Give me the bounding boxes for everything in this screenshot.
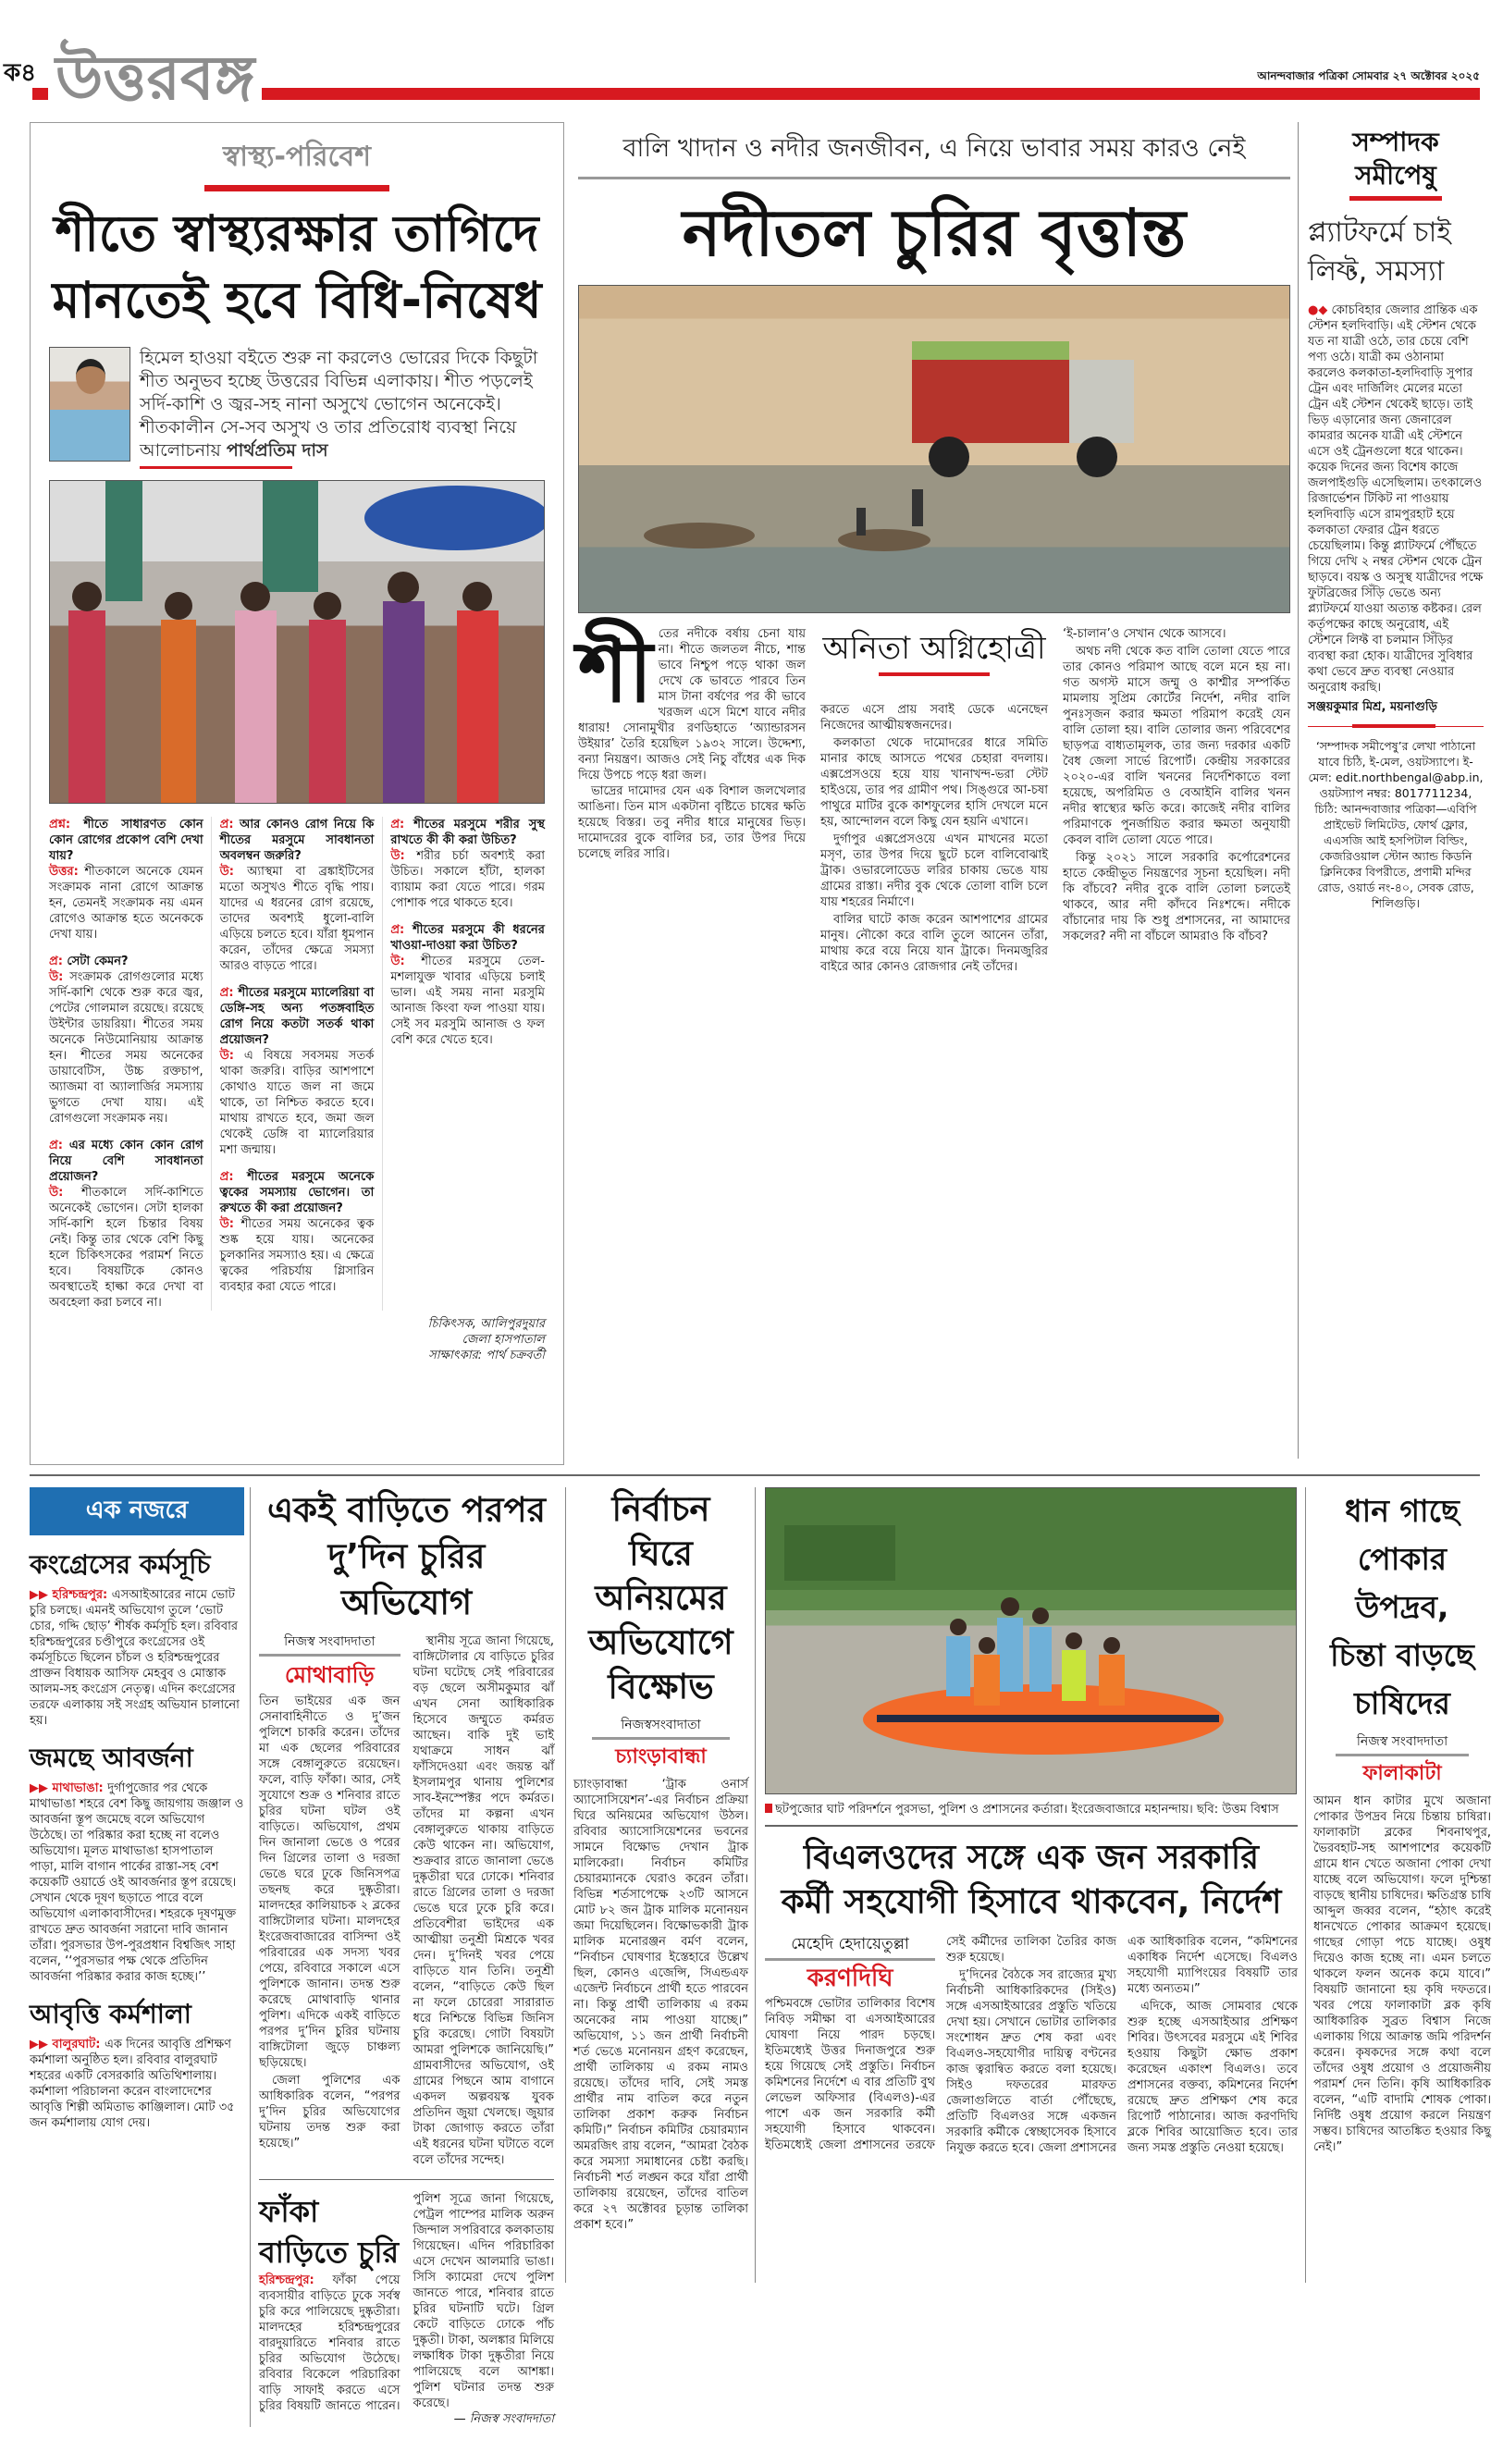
answer: [390, 848, 545, 911]
glance-headline: জমছে আবর্জনা: [30, 1743, 193, 1773]
dateline-place: মাথাভাঙা:: [52, 1781, 108, 1795]
article-body: [259, 1633, 554, 2168]
question: [49, 817, 203, 864]
dateline-place: ফালাকাটা: [1362, 1762, 1442, 1785]
headline-line: মানতেই হবে বিধি-নিষেধ: [52, 271, 542, 329]
election-story: [565, 1487, 755, 2283]
credit-line: — নিজস্ব সংবাদদাতা: [453, 2412, 554, 2426]
letter-body: [1308, 302, 1484, 696]
question-text: শীতে সাধারণত কোন কোন রোগের প্রকোপ বেশি দেখা যায়?: [49, 818, 203, 863]
sand-mining-photo: [578, 285, 1290, 613]
paragraph: পশ্চিমবঙ্গে ভোটার তালিকার বিশেষ নিবিড় সমীক্ষা বা এসআইআরের ঘোষণা নিয়ে পারদ চড়ছে। ইতিমধ্যেই উত্তর দিনাজপুরে শুরু হয়ে গিয়েছে সেই প্রস্তুতি। নির্বাচন কমিশনের নির্দেশে এ বার প্রতিটি বুথ লেভেল অফিসার (বিএলও)-এর পাশে এক জন সরকারি কর্মী সহযোগী হিসাবে থাকবেন। ইতিমধ্যেই জেলা প্রশাসনের তরফে সেই কর্মীদের তালিকা তৈরির কাজ শুরু হয়েছে।: [765, 1935, 1116, 2152]
credits: [49, 1316, 545, 1363]
answer-label: উ:: [49, 1186, 64, 1200]
headline-line: চাষিদের: [1354, 1685, 1450, 1721]
headline: ফাঁকা বাড়িতে চুরি: [259, 2194, 400, 2270]
section-label-line: সমীপেষু: [1355, 160, 1436, 191]
photo-column: [755, 1487, 1305, 2283]
paragraph: করতে এসে প্রায় সবাই ডেকে এনেছেন নিজেদের আত্মীয়স্বজনদের।: [820, 703, 1048, 733]
headline-line: চিন্তা বাড়ছে: [1330, 1637, 1474, 1673]
intro-block: [49, 347, 545, 469]
qa-item: [49, 1138, 203, 1311]
glance-headline: আবৃত্তি কর্মশালা: [30, 1999, 191, 2029]
question: [220, 1169, 375, 1216]
reporter: নিজস্ব সংবাদদাতা: [1336, 1733, 1469, 1756]
kicker: বালি খাদান ও নদীর জনজীবন, এ নিয়ে ভাবার সময় কারও নেই: [578, 122, 1290, 179]
section-label: [1308, 126, 1484, 192]
bullet-icon: ▶▶: [30, 1781, 53, 1795]
answer: [390, 954, 545, 1048]
answer-label: উ:: [219, 865, 234, 879]
dateline-place: বালুরঘাট:: [52, 2038, 105, 2051]
theft-column: [250, 1487, 560, 2427]
answer-text: শীতকালে অনেকে যেমন সংক্রামক নানা রোগে আক্রান্ত হন, তেমনই সংক্রামক নয় এমন রোগেও আক্রান্ত হতে অনেককে দেখা যায়।: [49, 865, 203, 942]
blo-story: [765, 1836, 1298, 2156]
paragraph: ‘ই-চালান’ও সেখান থেকে আসবে।: [1063, 627, 1226, 641]
column: [1063, 626, 1290, 977]
answer: [220, 1216, 375, 1295]
paragraph: তিন ভাইয়ের এক জন সেনাবাহিনীতে ও দু’জন পুলিশে চাকরি করেন। তাঁদের মা এক ছেলের পরিবারের সঙ্গে বেঙ্গালুরুতে রয়েছেন। ফলে, বাড়ি ফাঁকা। আর, সেই সুযোগে শুক্র ও শনিবার রাতে চুরির ঘটনা ঘটল ওই বাড়িতে। অভিযোগ, প্রথম দিন জানালা ভেঙে ও পরের দিন গ্রিলের তালা ও দরজা ভেঙে ঘরে ঢুকে জিনিসপত্র তছনছ করে দুষ্কৃতীরা। মালদহের কালিয়াচক ২ ব্লকের বাঙ্গিটোলার ঘটনা। মালদহের ইংরেজবাজারের বাসিন্দা ওই পরিবারের এক সদস্য খবর পেয়ে, রবিবারে সকালে এসে পুলিশকে জানান। তদন্ত শুরু করেছে মোথাবাড়ি থানার পুলিশ। এদিকে একই বাড়িতে পরপর দু’দিন চুরির ঘটনায় বাঙ্গিটোলা জুড়ে চাঞ্চল্য ছড়িয়েছে।: [259, 1694, 400, 2070]
qa-item: [220, 817, 375, 974]
intro-text: [140, 347, 545, 462]
story-rule: [765, 1825, 1298, 1827]
intro-underline: [140, 466, 292, 469]
question-label: প্র:: [49, 1139, 63, 1152]
author-underline: [879, 672, 990, 676]
paragraph: কলকাতা থেকে দামোদরের ধারে সমিতি মানার কাছে আসতে পথের চেহারা বদলায়। এক্সপ্রেসওয়ে হয়ে যায় খানাখন্দ-ভরা স্টেট হাইওয়ে, তার পর গ্রামীণ পথ। সিঙ্গুরে আ-চষা পাথুরে মাটির বুকে কাশফুলের হাসি দেখলে মনে হয়, আন্দোলন বলে কিছু যেন হয়নি এখানে।: [820, 736, 1048, 829]
qa-item: [49, 954, 203, 1127]
answer: [49, 864, 203, 942]
paragraph: দুর্গাপুর এক্সপ্রেসওয়ে এখন মাখনের মতো মসৃণ, তার উপর দিয়ে ছুটে চলে বালিবোঝাই ট্রাক। ওভারলোডেড লরির চাকায় ভেঙে যায় গ্রামের রাস্তা। নদীর বুক থেকে তোলা বালি চলে যায় শহরের নির্মাণে।: [820, 832, 1048, 909]
answer-label: উ:: [219, 1049, 234, 1063]
question-text: শীতের মরসুমে শরীর সুস্থ রাখতে কী কী করা উচিত?: [390, 818, 545, 847]
glance-headline: কংগ্রেসের কর্মসূচি: [30, 1549, 211, 1580]
fold-rule: [30, 1474, 1480, 1476]
answer: [220, 864, 375, 974]
glance-title: এক নজরে: [30, 1487, 244, 1535]
question: [49, 954, 203, 969]
election-text: [573, 1777, 748, 2233]
masthead: [0, 0, 1503, 122]
credit-line: জেলা হাসপাতাল: [462, 1333, 545, 1347]
credit-line: চিকিৎসক, আলিপুরদুয়ার: [427, 1317, 545, 1331]
chhath-ghat-photo: [765, 1487, 1297, 1794]
qa-item: [49, 817, 203, 942]
story-text: আমন ধান কাটার মুখে অজানা পোকার উপদ্রব নিয়ে চিন্তায় চাষিরা। ফালাকাটা ব্লকের শিবনাথপুর, ভৈরবহাট-সহ আশপাশের কয়েকটি গ্রামে ধান খেতে অজানা পোকা দেখা যাচ্ছে বলে অভিযোগ। ফলে দুশ্চিন্তা বাড়ছে স্থানীয় চাষিদের। ক্ষতিগ্রস্ত চাষি আব্দুল জব্বর বলেন, “হঠাৎ করেই ধানখেতে পোকার আক্রমণ হয়েছে। গাছের গোড়া পচে যাচ্ছে। ওষুধ দিয়েও কাজ হচ্ছে না। এমন চলতে থাকলে ফলন অনেক কমে যাবে।” বিষয়টি জানানো হয় কৃষি দফতরে। খবর পেয়ে ফালাকাটা ব্লক কৃষি আধিকারিক সুব্রত বিশ্বাস নিজে এলাকায় গিয়ে আক্রান্ত জমি পরিদর্শন করেন। কৃষকদের সঙ্গে কথা বলে তাঁদের ওষুধ প্রয়োগ ও প্রয়োজনীয় পরামর্শ দেন তিনি। কৃষি আধিকারিক বলেন, “এটি বাদামি শোষক পোকা। নির্দিষ্ট ওষুধ প্রয়োগ করলে নিয়ন্ত্রণ সম্ভব। চাষিদের আতঙ্কিত হওয়ার কিছু নেই।”: [1313, 1794, 1491, 2154]
headline-line: অভিযোগে: [588, 1622, 733, 1662]
author-name: অনিতা অগ্নিহোত্রী: [822, 630, 1046, 667]
answer-text: শীতকালে সর্দি-কাশিতে অনেকেই ভোগেন। সেটা হালকা সর্দি-কাশি হলে চিন্তার বিষয় নেই। কিন্তু তার থেকে বেশি কিছু হলে চিকিৎসকের পরামর্শ নিতে হবে। বিষয়টিকে কোনও অবস্থাতেই হাল্কা করে দেখা বা অবহেলা করা চলবে না।: [49, 1186, 203, 1310]
section-label-line: সম্পাদক: [1352, 127, 1439, 157]
headline-line: একই বাড়িতে পরপর: [267, 1490, 546, 1530]
question-label: প্রশ্ন:: [49, 818, 71, 832]
theft-story: [259, 1487, 554, 2168]
headline-line: কর্মী সহযোগী হিসাবে থাকবেন, নির্দেশ: [781, 1883, 1282, 1921]
story-text: ফাঁকা পেয়ে ব্যবসায়ীর বাড়িতে ঢুকে সর্বস্ব চুরি করে পালিয়েছে দুষ্কৃতীরা। মালদহের হরিশ্চন্দ্রপুরের বারদুয়ারিতে শনিবার রাতে চুরির অভিযোগ উঠেছে। রবিবার বিকেলে পরিচারিকা বাড়ি সাফাই করতে এসে চুরির বিষয়টি জানতে পারেন। পুলিশ সূত্রে জানা গিয়েছে, পেট্রল পাম্পের মালিক অরুন জিন্দাল সপরিবারে কলকাতায় গিয়েছেন। এদিন পরিচারিকা এসে দেখেন আলমারি ভাঙা। সিসি ক্যামেরা দেখে পুলিশ জানতে পারে, শনিবার রাতে চুরির ঘটনাটি ঘটে। গ্রিল কেটে বাড়িতে ঢোকে পাঁচ দুষ্কৃতী। টাকা, অলঙ্কার মিলিয়ে লক্ষাধিক টাকা দুষ্কৃতীরা নিয়ে পালিয়েছে বলে আশঙ্কা। পুলিশ ঘটনার তদন্ত শুরু করেছে।: [259, 2192, 554, 2413]
answer-text: শীতের মরসুমে তেল-মশলাযুক্ত খাবার এড়িয়ে চলাই ভাল। এই সময় নানা মরসুমি আনাজ কিংবা ফল পাওয়া যায়। সেই সব মরসুমি আনাজ ও ফল বেশি করে খেতে হবে।: [390, 955, 545, 1047]
answer-label: উত্তর:: [49, 865, 79, 879]
section-logo: উত্তরবঙ্গ: [48, 37, 262, 120]
answer: [220, 1048, 375, 1158]
question: [390, 817, 545, 848]
headline: [259, 1487, 554, 1626]
bullet-icon: ●◆: [1308, 303, 1328, 317]
credit-line: সাক্ষাৎকার: পার্থ চক্রবর্তী: [428, 1349, 545, 1362]
photo-caption: [765, 1802, 1298, 1817]
qa-body: [49, 817, 545, 1311]
question-text: শীতের মরসুমে কী ধরনের খাওয়া-দাওয়া করা উচিত?: [390, 923, 545, 953]
article-body: [578, 622, 1290, 977]
dropcap: শী: [578, 622, 653, 721]
paragraph: এদিকে, আজ সোমবার থেকে শুরু হচ্ছে এসআইআর প্রশিক্ষণ শিবির। উৎসবের মরসুমে এই শিবির হওয়ায় কিছুটা ক্ষোভ প্রকাশ করেছেন একাংশ বিএলও। তবে প্রশাসনের বক্তব্য, কমিশনের নির্দেশ রয়েছে দ্রুত প্রশিক্ষণ শেষ করে রিপোর্ট পাঠানোর। আজ করণদিঘি ব্লকে শিবির আয়োজিত হবে। তার জন্য সমস্ত প্রস্তুতি নেওয়া হয়েছে।: [1127, 2000, 1298, 2155]
answer-label: উ:: [390, 955, 405, 968]
question-label: প্র:: [390, 923, 405, 937]
answer-label: উ:: [219, 1217, 234, 1231]
headline-line: নির্বাচন: [611, 1489, 710, 1529]
dateline-place: করণদিঘি: [807, 1965, 893, 1992]
question: [220, 985, 375, 1048]
author-name: পার্থপ্রতিম দাস: [226, 440, 328, 461]
headline-line: শীতে স্বাস্থ্যরক্ষার তাগিদে: [55, 204, 539, 263]
submission-note: ‘সম্পাদক সমীপেষু’র লেখা পাঠানো যাবে চিঠি, ই-মেল, ওয়টস্যাপে। ই-মেল: edit.northbengal@abp.in, ওয়টস্যাপ নম্বর: 8017711234, চিঠি: আনন্দবাজার পত্রিকা—এবিপি প্রাইভেট লিমিটেড, ফোর্থ ফ্লোর, এএসজি আই হসপিটাল বিল্ডিং, কেজরিওয়াল স্টোন অ্যান্ড কিডনি ক্লিনিকের বিপরীতে, প্রণামী মন্দির রোড, ওয়ার্ড নং-৪০, সেবক রোড, শিলিগুড়ি।: [1308, 739, 1484, 910]
bottom-row: [0, 1487, 1503, 2427]
headline: নদীতল চুরির বৃত্তান্ত: [682, 195, 1187, 271]
paragraph: তের নদীকে বর্ষায় চেনা যায় না। শীতে জলতল নীচে, শান্ত ভাবে নিশ্চুপ পড়ে থাকা জল দেখে কে ভাবতে পারবে তিন মাস টানা বর্ষণের পর কী ভাবে খরজল এসে মিশে যাবে নদীর ধারায়! সোনামুখীর রণডিহাতে ‘অ্যান্ডারসন উইয়ার’ তৈরি হয়েছিল ১৯৩২ সালে। উদ্দেশ্য, বন্যা নিয়ন্ত্রণ। আজও সেই নিচু বাঁধের এক দিক দিয়ে উপচে পড়ে ধরা জল।: [578, 627, 806, 782]
letter-signature: সঞ্জয়কুমার মিশ্র, ময়নাগুড়ি: [1308, 700, 1437, 714]
question-label: প্র:: [219, 818, 234, 832]
column: [578, 622, 806, 977]
answer-text: এ বিষয়ে সবসময় সতর্ক থাকা জরুরি। বাড়ির আশপাশে কোথাও যাতে জল না জমে থাকে, তা নিশ্চিত করতে হবে। মাথায় রাখতে হবে, জমা জল থেকেই ডেঙ্গি বা ম্যালেরিয়ার মশা জন্মায়।: [219, 1049, 375, 1157]
glance-text: [30, 1780, 244, 1985]
headline-line: উপদ্রব,: [1355, 1589, 1449, 1625]
headline-line: ঘিরে: [629, 1534, 693, 1573]
reporter: নিজস্বসংবাদাতা: [592, 1717, 730, 1740]
answer-text: অ্যাস্থমা বা ব্রঙ্কাইটিসের মতো অসুখও শীতে বৃদ্ধি পায়। যাদের এ ধরনের রোগ রয়েছে, তাদের অবশ্যই ধুলো-বালি এড়িয়ে চলতে হবে। যাঁরা ধূমপান করেন, তাঁদের ক্ষেত্রে সমস্যা আরও বাড়তে পারে।: [219, 865, 375, 973]
paragraph: দু’দিনের বৈঠকে সব রাজ্যের মুখ্য নির্বাচনী আধিকারিকদের (সিইও) সঙ্গে এসআইআরের প্রস্তুতি খতিয়ে দেখা হয়। সেখানে ভোটার তালিকার সংশোধন দ্রুত শেষ করা এবং বিএলও-সহযোগীর দায়িত্ব বণ্টনের কাজ ত্বরান্বিত করতে বলা হয়েছে। সিইও দফতরের মারফত জেলাগুলিতে বার্তা পৌঁছেছে, প্রতিটি বিএলওর সঙ্গে একজন সরকারি কর্মীকে স্বেচ্ছাসেবক হিসাবে নিযুক্ত করতে হবে। জেলা প্রশাসনের এক আধিকারিক বলেন, “কমিশনের একাধিক নির্দেশ এসেছে। বিএলও সহযোগী ম্যাপিংয়ের বিষয়টি তার মধ্যে অন্যতম।”: [946, 1935, 1298, 2155]
question-text: শীতের মরসুমে অনেকে ত্বকের সমস্যায় ভোগেন। তা রুখতে কী করা প্রয়োজন?: [219, 1170, 375, 1215]
question-text: এর মধ্যে কোন কোন রোগ নিয়ে বেশি সাবধানতা প্রয়োজন?: [49, 1139, 203, 1184]
headline-line: দু’দিন চুরির অভিযোগ: [327, 1536, 486, 1622]
story-text: এসআইআরের নামে ভোট চুরি চলছে। এমনই অভিযোগ তুলে ‘ভোট চোর, গদ্দি ছোড়’ শীর্ষক কর্মসূচি হল। রবিবার হরিশ্চন্দ্রপুরের চণ্ডীপুরে কংগ্রেসের ওই কর্মসূচিতে ছিলেন চাঁচল ও হরিশ্চন্দ্রপুরের প্রাক্তন বিধায়ক আসিফ মেহবুব ও মোস্তাক আলম-সহ কংগ্রেস নেতৃত্ব। এদিন কংগ্রেসের তরফে এলাকায় সই সংগ্রহ অভিযান চালানো হয়।: [30, 1588, 240, 1728]
bullet-icon: ▶▶: [30, 2038, 53, 2051]
answer: [49, 969, 203, 1127]
reporter: নিজস্ব সংবাদদাতা: [259, 1633, 400, 1657]
answer: [49, 1185, 203, 1311]
answer-text: শরীর চর্চা অবশ্যই করা উচিত। সকালে হাঁটা, হালকা ব্যায়াম করা যেতে পারে। গরম পোশাক পরে থাকতে হবে।: [390, 849, 545, 910]
answer-label: উ:: [49, 970, 64, 984]
headline-line: পোকার: [1357, 1541, 1448, 1577]
glance-text: [30, 1587, 244, 1729]
boat-illustration: [766, 1488, 1297, 1794]
letter-text: কোচবিহার জেলার প্রান্তিক এক স্টেশন হলদিবাড়ি। এই স্টেশন থেকে যত না যাত্রী ওঠে, তার চেয়ে বেশি পণ্য ওঠে। যাত্রী কম ওঠানামা করলেও কলকাতা-হলদিবাড়ি সুপার ট্রেন এবং দার্জিলিং মেলের মতো ট্রেন এই স্টেশন থেকেই ছাড়ে। তাই ভিড় এড়ানোর জন্য জেনারেল কামরার অনেক যাত্রী এই স্টেশনে এসে ওই ট্রেনগুলো ধরে থাকেন। কয়েক দিনের জন্য বিশেষ কাজে জলপাইগুড়ি এসেছিলাম। তৎকালেও রিজার্ভেশন টিকিট না পাওয়ায় হলদিবাড়ি এসে রামপুরহাট হয়ে কলকাতা ফেরার ট্রেন ধরতে চেয়েছিলাম। কিন্তু প্ল্যাটফর্মে পৌঁছতে গিয়ে দেখি ২ নম্বর স্টেশন থেকে ট্রেন ছাড়বে। বয়স্ক ও অসুস্থ যাত্রীদের পক্ষে ফুটব্রিজের সিঁড়ি ভেঙে অন্য প্ল্যাটফর্মে যাওয়া অত্যন্ত কষ্টকর। রেল কর্তৃপক্ষের কাছে অনুরোধ, এই স্টেশনে লিফ্ট বা চলমান সিঁড়ির ব্যবস্থা করা হোক। যাত্রীদের সুবিধার কথা ভেবে দ্রুত ব্যবস্থা নেওয়ার অনুরোধ করছি।: [1308, 303, 1484, 695]
headline: [49, 201, 545, 334]
page-number: ক৪: [4, 59, 37, 87]
dateline: আনন্দবাজার পত্রিকা সোমবার ২৭ অক্টোবর ২০২৫: [1257, 69, 1480, 82]
glance-text: [30, 2037, 244, 2131]
article-body: [259, 2191, 554, 2427]
intro: হিমেল হাওয়া বইতে শুরু না করলেও ভোরের দিকে কিছুটা শীত অনুভব হচ্ছে উত্তরের বিভিন্ন এলাকায়। শীত পড়লেই সর্দি-কাশি ও জ্বর-সহ নানা অসুখে ভোগেন অনেকেই। শীতকালীন সে-সব অসুখ ও তার প্রতিরোধ ব্যবস্থা নিয়ে আলোচনায়: [140, 348, 538, 461]
question-label: প্র:: [219, 1170, 234, 1184]
dateline-place: হরিশ্চন্দ্রপুর:: [52, 1588, 112, 1602]
qa-item: [220, 985, 375, 1158]
at-a-glance: [30, 1487, 244, 2131]
paragraph: ভাদ্রের দামোদর যেন এক বিশাল জলখেলার আঙিনা। তিন মাস একটানা বৃষ্টিতে চাষের ক্ষতি হয়েছে বিস্তর। তবু নদীর ধারে মানুষের ভিড়। দামোদরের বুকে বালির চর, তার উপর দিয়ে চলেছে লরির সারি।: [578, 784, 806, 861]
headline-line: ধান গাছে: [1345, 1493, 1460, 1529]
dateline-place: হরিশ্চন্দ্রপুর:: [259, 2273, 314, 2287]
paragraph: জেলা পুলিশের এক আধিকারিক বলেন, “পরপর দু’দিন চুরির অভিযোগের ঘটনায় তদন্ত শুরু করা হয়েছে।”: [259, 2074, 400, 2150]
glance-items: [30, 1548, 244, 2131]
letters-column: [1298, 122, 1487, 1459]
dateline-place: চ্যাংড়াবান্ধা: [615, 1745, 707, 1768]
top-row: [0, 122, 1503, 1465]
question: [220, 817, 375, 864]
truck-illustration: [579, 286, 1290, 613]
story-text: চ্যাংড়াবান্ধা ‘ট্রাক ওনার্স অ্যাসোসিয়েশন’-এর নির্বাচন প্রক্রিয়া ঘিরে অনিয়মের অভিযোগ উঠল। রবিবার অ্যাসোসিয়েশনের ভবনের সামনে বিক্ষোভ দেখান ট্রাক মালিকেরা। নির্বাচন কমিটির চেয়ারম্যানকে ঘেরাও করেন তাঁরা। বিভিন্ন শর্তসাপেক্ষে ২৩টি আসনে মোট ৮২ জন ট্রাক মালিক মনোনয়ন জমা দিয়েছিলেন। বিক্ষোভকারী ট্রাক মালিক মনোরঞ্জন বর্মণ বলেন, “নির্বাচন ঘোষণার ইস্তেহারে উল্লেখ ছিল, কোনও এজেন্সি, সিএন্ডএফ এজেন্ট নির্বাচনে প্রার্থী হতে পারবেন না। কিন্তু প্রার্থী তালিকায় এ রকম অনেকের নাম পাওয়া যাচ্ছে।” অভিযোগ, ১১ জন প্রার্থী নির্বাচনী শর্ত ভেঙে মনোনয়ন গ্রহণ করেছেন, প্রার্থী তালিকায় এ রকম নামও রয়েছে। তাঁদের দাবি, সেই সমস্ত প্রার্থীর নাম বাতিল করে নতুন তালিকা প্রকাশ করুক নির্বাচন কমিটি।” নির্বাচন কমিটির চেয়ারম্যান অমরজিৎ রায় বলেন, “আমরা বৈঠক করে সমস্যা সমাধানের চেষ্টা করছি। নির্বাচনী শর্ত লঙ্ঘন করে যাঁরা প্রার্থী তালিকায় রয়েছেন, তাঁদের বাতিল করে ২৭ অক্টোবর চূড়ান্ত তালিকা প্রকাশ হবে।”: [573, 1778, 748, 2232]
article-body: [765, 1934, 1298, 2156]
question-label: প্র:: [219, 986, 234, 1000]
section-underline: [1349, 196, 1442, 201]
answer-text: শীতের সময় অনেকের ত্বক শুষ্ক হয়ে যায়। অনেকের চুলকানির সমস্যাও হয়। এ ক্ষেত্রে ত্বকের পরিচর্যায় গ্লিসারিন ব্যবহার করা যেতে পারে।: [219, 1217, 375, 1294]
section-label: স্বাস্থ্য-পরিবেশ: [223, 141, 371, 173]
headline: [573, 1487, 748, 1709]
story-text: এক দিনের আবৃত্তি প্রশিক্ষণ কর্মশালা অনুষ্ঠিত হল। রবিবার বালুরঘাট শহরের একটি বেসরকারি অতিথিশালায়। কর্মশালা পরিচালনা করেন বাংলাদেশের আবৃত্তি শিল্পী অমিতাভ কাঞ্জিলাল। মোট ৩৫ জন কর্মশালায় যোগ দেয়।: [30, 2038, 235, 2130]
caption-text: ছটপুজোর ঘাট পরিদর্শনে পুরসভা, পুলিশ ও প্রশাসনের কর্তারা। ইংরেজবাজারে মহানন্দায়। ছবি: উত্তম বিশ্বাস: [775, 1803, 1279, 1817]
qa-item: [390, 817, 545, 911]
headline-line: অনিয়মের: [595, 1578, 727, 1618]
story-text: দুর্গাপুজোর পর থেকে মাথাভাঙা শহরে বেশ কিছু জায়গায় জঞ্জাল ও আবর্জনা স্তূপ জমেছে বলে অভিযোগ উঠেছে। তা পরিষ্কার করা হচ্ছে না বলেও অভিযোগ। মূলত মাথাভাঙা হাসপাতাল পাড়া, মালি বাগান পার্কের রাস্তা-সহ বেশ কয়েকটি ওয়ার্ডে ওই আবর্জনার স্তূপ রয়েছে। সেখান থেকে দূষণ ছড়াতে পারে বলে অভিযোগ এলাকাবাসীদের। শহরকে দূষণমুক্ত রাখতে দ্রুত আবর্জনা সরানো দাবি জানান তাঁরা। পুরসভার উপ-পুরপ্রধান বিশ্বজিৎ সাহা বলেন, ‘‘পুরসভার পক্ষ থেকে প্রতিদিন আবর্জনা পরিষ্কার করার কাজ হচ্ছে।’’: [30, 1781, 244, 1984]
question: [49, 1138, 203, 1185]
doctor-portrait: [49, 347, 130, 462]
empty-house-story: [259, 2191, 554, 2427]
paragraph: বালির ঘাটে কাজ করেন আশপাশের গ্রামের মানুষ। নৌকো করে বালি তুলে আনেন তাঁরা, মাথায় করে বয়ে নিয়ে যান ট্রাকে। দিনমজুরির বাইরে আর কোনও রোজগার নেই তাঁদের।: [820, 913, 1048, 974]
answer-text: সংক্রামক রোগগুলোর মধ্যে সর্দি-কাশি থেকে শুরু করে জ্বর, পেটের গোলমাল রয়েছে। রয়েছে উইন্টার ডায়রিয়া। শীতের সময় অনেকে নিউমোনিয়ায় আক্রান্ত হন। শীতের সময় অনেকের ডায়াবেটিস, উচ্চ রক্তচাপ, অ্যাজমা বা অ্যালার্জির সমস্যায় ভুগতে দেখা যায়। এই রোগগুলো সংক্রামক নয়।: [49, 970, 203, 1126]
headline-line: বিএলওদের সঙ্গে এক জন সরকারি: [803, 1839, 1260, 1877]
health-feature: [30, 122, 564, 1465]
answer-label: উ:: [390, 849, 405, 863]
qa-item: [390, 922, 545, 1048]
question-text: সেটা কেমন?: [62, 955, 129, 968]
crowd-illustration: [50, 481, 545, 804]
author-name: মেহেদি হেদায়েতুল্লা: [765, 1934, 935, 1961]
divider: [1308, 726, 1484, 727]
headline-line: বিক্ষোভ: [608, 1667, 714, 1706]
question-label: প্র:: [49, 955, 63, 968]
dateline-place: মোথাবাড়ি: [284, 1662, 375, 1688]
paragraph: স্থানীয় সূত্রে জানা গিয়েছে, বাঙ্গিটোলার যে বাড়িতে চুরির ঘটনা ঘটেছে সেই পরিবারের বড় ছেলে অসীমকুমার ঝাঁ এখন সেনা আধিকারিক হিসেবে জম্মুতে কর্মরত আছেন। বাকি দুই ভাই যথাক্রমে সাধন ঝাঁ ফাঁসিদেওয়া এবং জয়ন্ত ঝাঁ ইসলামপুর থানায় পুলিশের সাব-ইনস্পেক্টর পদে কর্মরত। তাঁদের মা কল্পনা এখন বেঙ্গালুরুতে থাকায় বাড়িতে কেউ থাকেন না। অভিযোগ, শুক্রবার রাতে জানালা ভেঙে দুষ্কৃতীরা ঘরে ঢোকে। শনিবার রাতে গ্রিলের তালা ও দরজা ভেঙে ঘরে ঢুকে চুরি করে। প্রতিবেশীরা ভাইদের এক আত্মীয়া তনুশ্রী মিশ্রকে খবর দেন। দু’দিনই খবর পেয়ে বাড়িতে যান তিনি। তনুশ্রী বলেন, “বাড়িতে কেউ ছিল না ফলে চোরেরা সারারাত ধরে নিশ্চিন্তে বিভিন্ন জিনিস চুরি করেছে। গোটা বিষয়টা আমরা পুলিশকে জানিয়েছি।” গ্রামবাসীদের অভিযোগ, ওই গ্রামের পিছনে আম বাগানে একদল অল্পবয়স্ক যুবক প্রতিদিন জুয়া খেলছে। জুয়ার টাকা জোগাড় করতে তাঁরা এই ধরনের ঘটনা ঘটাতে বলে বলে তাঁদের সন্দেহ।: [413, 1634, 554, 2167]
paragraph: কিন্তু ২০২১ সালে সরকারি কর্পোরেশনের হাতে কেন্দ্রীভূত নিয়ন্ত্রণের সূচনা হয়েছিল। নদী কি বাঁচবে? নদীর বুকে বালি তোলা চলতেই থাকবে, আর নদী কাঁদবে নিঃশব্দে। নদীকে বাঁচানোর দায় কি শুধু প্রশাসনের, না আমাদের সকলের? নদী না বাঁচলে আমরাও কি বাঁচব?: [1063, 851, 1290, 943]
paddy-story: [1305, 1487, 1495, 2283]
question-label: প্র:: [390, 818, 405, 832]
paragraph: অথচ নদী থেকে কত বালি তোলা যেতে পারে তার কোনও পরিমাপ আছে বলে মনে হয় না। গত অগস্ট মাসে জম্মু ও কাশ্মীর সম্পর্কিত মামলায় সুপ্রিম কোর্টের নির্দেশ, নদীর বালি পুনঃসৃজন করার ক্ষমতা পরিমাপ করেই যেন বালি তোলা হয়। বালি তোলার জন্য পরিবেশের ছাড়পত্র বাধ্যতামূলক, তার জন্য দরকার একটি বৈধ জেলা সার্ভে রিপোর্ট। কেন্দ্রীয় সরকারের ২০২০-এর বালি খননের নির্দেশিকাতে বলা হয়েছে, অপরিমিত ও বেআইনি বালির খনন নদীর স্বাস্থ্যের ক্ষতি করে। কাজেই নদীর বালির পরিমাণকে পুনর্জায়িত করার ক্ষমতা অনুযায়ী কেবল বালি তোলা যেতে পারে।: [1063, 645, 1290, 847]
story-rule: [259, 2179, 554, 2180]
page-foot-space: [0, 2427, 1503, 2464]
headline: [765, 1836, 1298, 1925]
qa-item: [220, 1169, 375, 1295]
headline: [1313, 1487, 1491, 1728]
question-text: শীতের মরসুমে ম্যালেরিয়া বা ডেঙ্গি-সহ অন্য পতঙ্গবাহিত রোগ নিয়ে কতটা সতর্ক থাকা প্রয়োজন?: [219, 986, 375, 1047]
section-underline: [204, 185, 389, 191]
caption-marker-icon: [765, 1804, 772, 1813]
bullet-icon: ▶▶: [30, 1588, 53, 1602]
column: [820, 626, 1048, 977]
question: [390, 922, 545, 954]
river-article: [578, 122, 1290, 977]
letter-title: প্ল্যাটফর্মে চাই লিফ্ট, সমস্যা: [1308, 216, 1451, 288]
clinic-queue-photo: [49, 480, 545, 804]
question-text: আর কোনও রোগ নিয়ে কি শীতের মরসুমে সাবধানতা অবলম্বন জরুরি?: [219, 818, 375, 863]
